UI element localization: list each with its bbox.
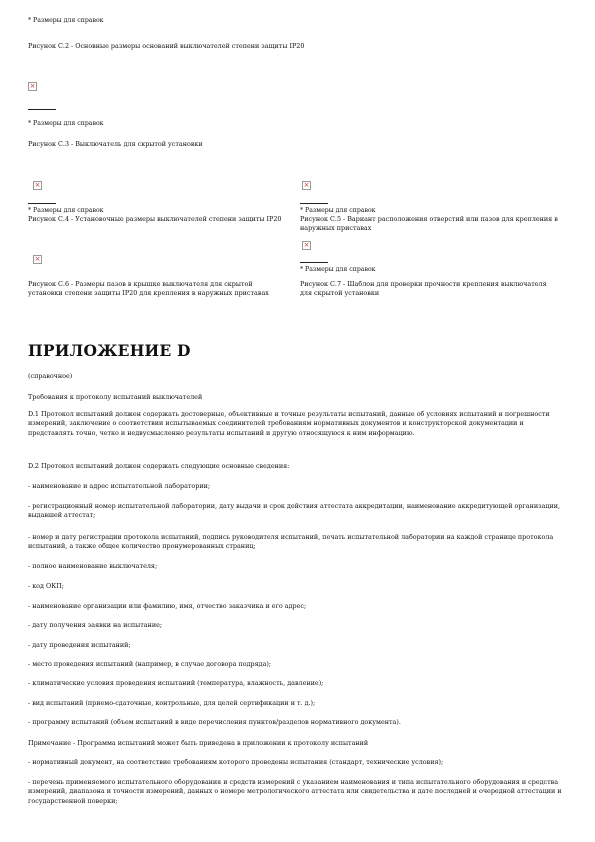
paragraph-d1: D.1 Протокол испытаний должен содержать достоверные, объективные и точные результаты испытаний, данные об условиях испытаний и погрешности измерений, заключение о соответствии испытываемых соединителей требованиям нормативных документов и конструкторской документации и представлять точно, четко и недвусмысленно результаты испытаний и другую относящуюся к ним информацию. (28, 410, 550, 437)
caption-c5: Рисунок С.5 - Вариант расположения отверстий или пазов для крепления в наружных приставах (300, 215, 558, 232)
list-item: - номер и дату регистрации протокола испытаний, подпись руководителя испытаний, печать испытательной лаборатории на каждой странице протокола испытаний, а также общее количество пронумерованных страниц; (28, 533, 554, 551)
list-item: - наименование организации или фамилию, имя, отчество заказчика и его адрес; (28, 602, 307, 610)
caption-c6: Рисунок С.6 - Размеры пазов в крышке выключателя для скрытой установки степени защиты IP20 для крепления в наружных приставах (28, 280, 269, 297)
list-item: - полное наименование выключателя; (28, 562, 158, 570)
broken-image-icon: × (303, 241, 310, 249)
footnote-rule (28, 109, 56, 110)
caption-c3: Рисунок С.3 - Выключатель для скрытой установки (28, 140, 203, 148)
list-item: - дату проведения испытаний; (28, 641, 131, 649)
list-item: - регистрационный номер испытательной лаборатории, дату выдачи и срок действия аттестата аккредитации, наименование аккредитующей организации, выдавшей аттестат; (28, 502, 561, 520)
caption-c2: Рисунок С.2 - Основные размеры оснований выключателей степени защиты IP20 (28, 42, 305, 50)
broken-image-icon: × (34, 181, 41, 189)
footnote-c2: * Размеры для справок (28, 17, 104, 24)
appendix-title: ПРИЛОЖЕНИЕ D (28, 341, 191, 360)
broken-image-icon: × (34, 255, 41, 263)
list-item: - вид испытаний (приемо-сдаточные, контрольные, для целей сертификации и т. д.); (28, 699, 316, 707)
list-item: - нормативный документ, на соответствие требованиям которого проведены испытания (стандарт, технические условия); (28, 758, 444, 766)
footnote-c3: * Размеры для справок (28, 120, 104, 127)
appendix-status: (справочное) (28, 372, 73, 380)
footnote-rule (28, 203, 56, 204)
paragraph-d2: D.2 Протокол испытаний должен содержать следующие основные сведения: (28, 462, 290, 470)
list-item: - дату получения заявки на испытание; (28, 621, 163, 629)
footnote-rule (300, 262, 328, 263)
list-item: - перечень применяемого испытательного оборудования и средств измерений с указанием наименования и типа испытательного оборудования и средства измерений, диапазона и точности измерений, данных о номере метрологического аттестата или свидетельства и дате последней и очередной аттестации и государственной поверки; (28, 778, 562, 805)
broken-image-icon: × (29, 82, 36, 90)
caption-c7: Рисунок С.7 - Шаблон для проверки прочности крепления выключателя для скрытой установки (300, 280, 547, 297)
footnote-c4: * Размеры для справок (28, 207, 104, 214)
caption-c4: Рисунок С.4 - Установочные размеры выключателей степени защиты IP20 (28, 215, 282, 223)
list-item: - место проведения испытаний (например, в случае договора подряда); (28, 660, 272, 668)
broken-image-icon: × (303, 181, 310, 189)
list-item: - программу испытаний (объем испытаний в виде перечисления пунктов/разделов нормативного документа). (28, 718, 401, 726)
footnote-rule (300, 203, 328, 204)
list-item: - наименование и адрес испытательной лаборатории; (28, 482, 211, 490)
appendix-subtitle: Требования к протоколу испытаний выключателей (28, 393, 203, 401)
footnote-c5: * Размеры для справок (300, 207, 376, 214)
appendix-note: Примечание - Программа испытаний может быть приведена в приложении к протоколу испытаний (28, 739, 369, 747)
list-item: - климатические условия проведения испытаний (температура, влажность, давление); (28, 679, 324, 687)
list-item: - код ОКП; (28, 582, 64, 590)
footnote-c7: * Размеры для справок (300, 266, 376, 273)
